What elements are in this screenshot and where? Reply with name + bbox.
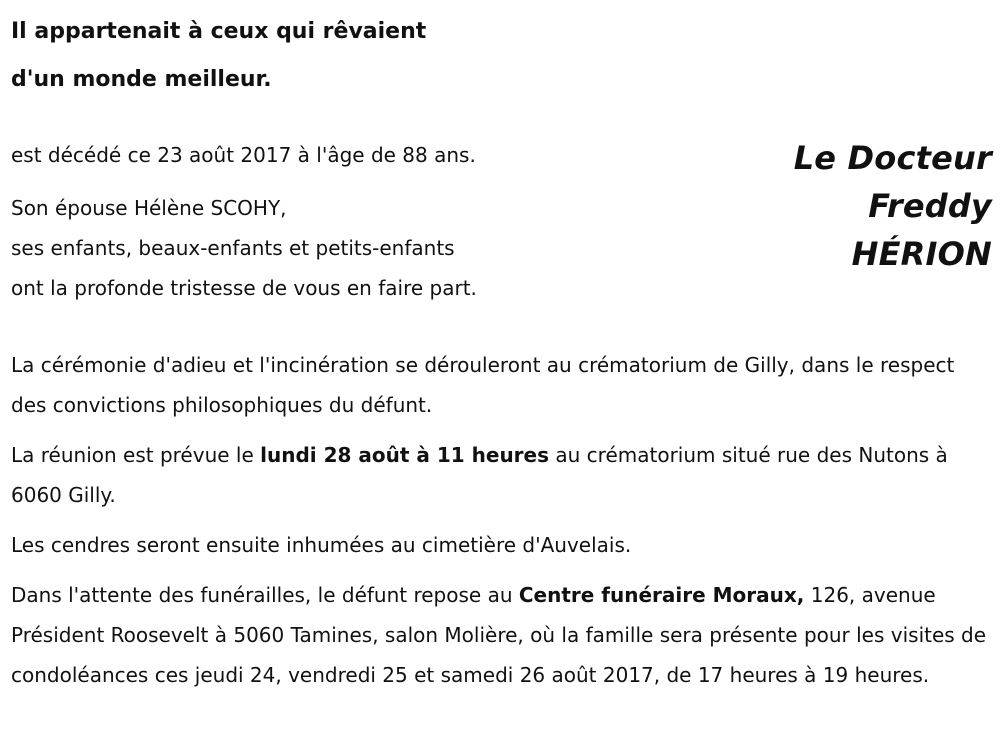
epigraph <box>11 8 571 104</box>
ceremony-details <box>11 345 996 705</box>
family-line-2: ses enfants, beaux-enfants et petits-enfants <box>11 236 455 260</box>
funeral-home-name: Centre funéraire Moraux, <box>518 583 805 607</box>
meeting-date-time: lundi 28 août à 11 heures <box>260 443 550 467</box>
ashes-paragraph: Les cendres seront ensuite inhumées au cimetière d'Auvelais. <box>11 533 632 557</box>
meeting-text-before: La réunion est prévue le <box>11 443 261 467</box>
funeral-home-paragraph <box>11 575 996 695</box>
epigraph-line-1: Il appartenait à ceux qui rêvaient <box>11 19 427 44</box>
deceased-name-block <box>794 134 992 278</box>
death-announcement: est décédé ce 23 août 2017 à l'âge de 88 ans. <box>11 143 476 167</box>
funeral-home-text-after: 126, avenue Président Roosevelt à 5060 Tamines, salon Molière, où la famille sera présente pour les visites de condoléances ces jeudi 24, vendredi 25 et samedi 26 août 2017, de 17 heures à 19 heures. <box>11 583 987 687</box>
funeral-home-text-before: Dans l'attente des funérailles, le défunt repose au <box>11 583 519 607</box>
epigraph-line-2: d'un monde meilleur. <box>11 67 272 92</box>
deceased-first-name: Freddy <box>868 187 992 225</box>
meeting-paragraph <box>11 435 996 515</box>
meeting-text-after: au crématorium situé rue des Nutons à 6060 Gilly. <box>11 443 948 507</box>
ceremony-paragraph: La cérémonie d'adieu et l'incinération se dérouleront au crématorium de Gilly, dans le respect des convictions philosophiques du défunt. <box>11 353 955 417</box>
family-line-3: ont la profonde tristesse de vous en faire part. <box>11 276 477 300</box>
family-line-1: Son épouse Hélène SCOHY, <box>11 196 287 220</box>
family-announcement <box>11 188 477 308</box>
deceased-last-name: HÉRION <box>851 235 992 273</box>
deceased-title: Le Docteur <box>793 139 992 177</box>
